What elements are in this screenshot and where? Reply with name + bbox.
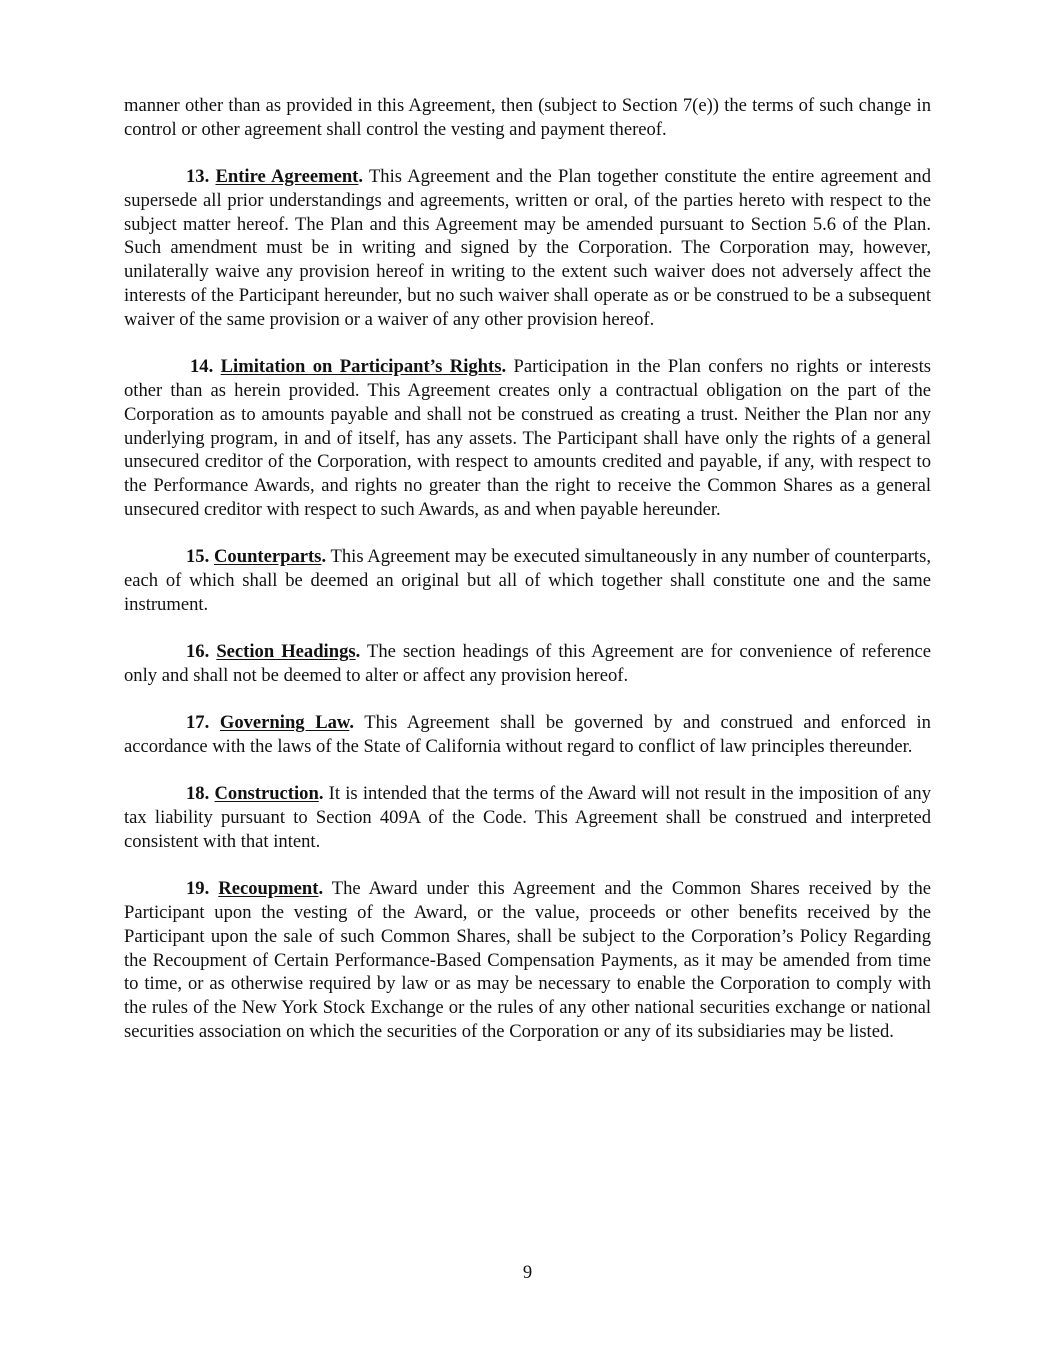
section-title-period: .: [355, 641, 361, 663]
section-title: Recoupment: [218, 878, 319, 900]
section-title: Entire Agreement: [215, 166, 359, 188]
section-title: Counterparts: [214, 546, 322, 568]
section-number: 19.: [186, 878, 210, 900]
section-18-construction: [124, 782, 931, 853]
section-number: 15.: [186, 546, 210, 568]
section-19-recoupment: [124, 877, 931, 1044]
section-title: Section Headings: [216, 641, 356, 663]
section-14-limitation-on-participants-rights: [124, 355, 931, 522]
section-number: 18.: [186, 783, 210, 805]
section-title-period: .: [349, 712, 354, 734]
section-17-governing-law: [124, 711, 931, 759]
section-body: Participation in the Plan confers no rights or interests other than as herein provided. This Agreement creates only a contractual obligation on the part of the Corporation as to amounts payable and shall not be construed as creating a trust. Neither the Plan nor any underlying program, in and of itself, has any assets. The Participant shall have only the rights of a general unsecured creditor of the Corporation, with respect to amounts credited and payable, if any, with respect to the Performance Awards, and rights no greater than the right to receive the Common Shares as a general unsecured creditor with respect to such Awards, as and when payable hereunder.: [124, 356, 932, 520]
section-number: 17.: [186, 712, 210, 734]
section-title-period: .: [318, 783, 324, 805]
section-body: The Award under this Agreement and the Common Shares received by the Participant upon the vesting of the Award, or the value, proceeds or other benefits received by the Participant upon the sale of such Common Shares, shall be subject to the Corporation’s Policy Regarding the Recoupment of Certain Performance-Based Compensation Payments, as it may be amended from time to time, or as otherwise required by law or as may be necessary to enable the Corporation to comply with the rules of the New York Stock Exchange or the rules of any other national securities exchange or national securities association on which the securities of the Corporation or any of its subsidiaries may be listed.: [124, 878, 931, 1042]
section-15-counterparts: [124, 545, 931, 616]
section-title-period: .: [318, 878, 324, 900]
page-number: 9: [522, 1262, 533, 1283]
section-title-period: .: [501, 356, 507, 378]
section-body: It is intended that the terms of the Award will not result in the imposition of any tax liability pursuant to Section 409A of the Code. This Agreement shall be construed and interpreted consistent with that intent.: [124, 783, 931, 852]
section-title: Governing Law: [219, 712, 350, 734]
section-number: 14.: [190, 356, 214, 378]
section-body: This Agreement shall be governed by and construed and enforced in accordance with the laws of the State of California without regard to conflict of law principles thereunder.: [124, 712, 931, 758]
document-body: [124, 94, 931, 1067]
section-number: 16.: [186, 641, 210, 663]
section-title-period: .: [321, 546, 327, 568]
section-body: This Agreement and the Plan together constitute the entire agreement and supersede all prior understandings and agreements, written or oral, of the parties hereto with respect to the subject matter hereof. The Plan and this Agreement may be amended pursuant to Section 5.6 of the Plan. Such amendment must be in writing and signed by the Corporation. The Corporation may, however, unilaterally waive any provision hereof in writing to the extent such waiver does not adversely affect the interests of the Participant hereunder, but no such waiver shall operate as or be construed to be a subsequent waiver of the same provision or a waiver of any other provision hereof.: [124, 166, 931, 330]
section-13-entire-agreement: [124, 165, 931, 332]
continuation-paragraph: manner other than as provided in this Agreement, then (subject to Section 7(e)) the terms of such change in control or other agreement shall control the vesting and payment thereof.: [124, 95, 931, 140]
section-title: Construction: [214, 783, 319, 805]
section-title: Limitation on Participant’s Rights: [220, 356, 502, 378]
section-number: 13.: [186, 166, 210, 188]
section-title-period: .: [358, 166, 364, 188]
section-16-section-headings: [124, 640, 931, 688]
section-body: This Agreement may be executed simultaneously in any number of counterparts, each of which shall be deemed an original but all of which together shall constitute one and the same instrument.: [124, 546, 931, 615]
section-body: The section headings of this Agreement are for convenience of reference only and shall not be deemed to alter or affect any provision hereof.: [124, 641, 932, 686]
